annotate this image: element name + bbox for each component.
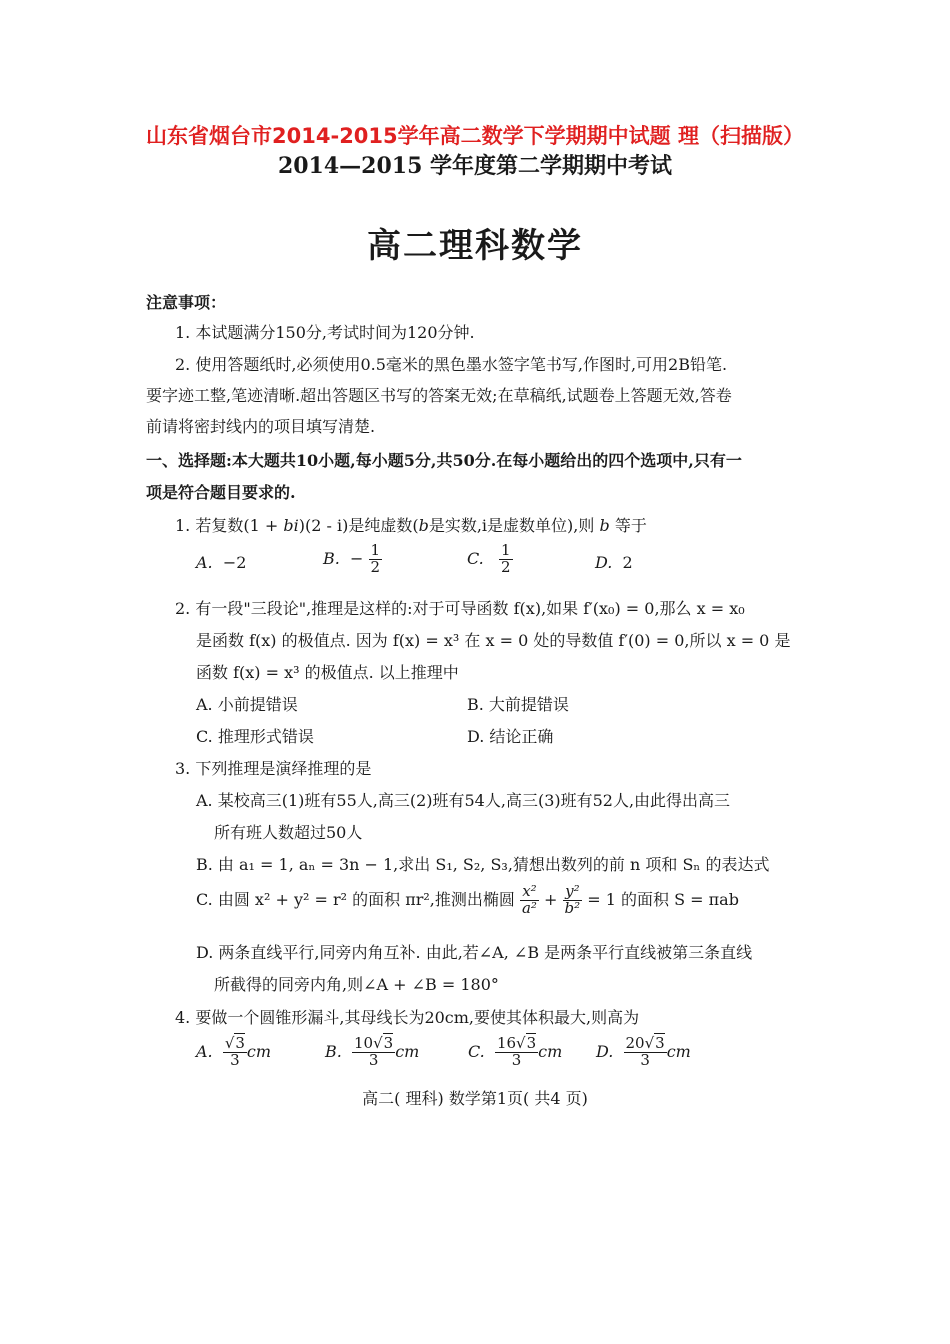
q4-option-b xyxy=(325,1036,419,1069)
note-item-2-line-1: 2. 使用答题纸时,必须使用0.5毫米的黑色墨水签字笔书写,作图时,可用2B铅笔. xyxy=(175,355,728,374)
radicand: 3 xyxy=(526,1034,537,1052)
option-label: B. xyxy=(323,548,340,568)
option-label: D. xyxy=(596,1041,614,1061)
exam-title: 2014—2015 学年度第二学期期中考试 xyxy=(277,153,673,179)
option-value: −2 xyxy=(222,553,247,572)
option-label: C. xyxy=(467,548,484,568)
option-sign: − xyxy=(350,548,364,568)
numerator: 10√3 xyxy=(354,1034,394,1052)
note-item-2-line-2: 要字迹工整,笔迹清晰.超出答题区书写的答案无效;在草稿纸,试题卷上答题无效,答卷 xyxy=(146,386,732,405)
numerator: x² xyxy=(520,884,539,901)
coefficient: 10 xyxy=(354,1034,374,1052)
question-2-line-3: 函数 f(x) = x³ 的极值点. 以上推理中 xyxy=(196,663,459,682)
unit: cm xyxy=(666,1041,691,1061)
option-value: 2 xyxy=(622,553,633,572)
numerator: 16√3 xyxy=(496,1034,537,1052)
q2-option-d: D. 结论正确 xyxy=(467,727,554,746)
section-heading-line-2: 项是符合题目要求的. xyxy=(146,483,296,502)
numerator: 1 xyxy=(370,541,381,559)
q1-part: 是实数,i是虚数单位),则 xyxy=(428,516,595,535)
numerator: 20√3 xyxy=(625,1034,665,1052)
q3-option-c xyxy=(196,884,739,917)
fraction xyxy=(495,1036,538,1069)
question-1-stem xyxy=(175,513,647,536)
denominator: 2 xyxy=(370,557,381,576)
document-source-title: 山东省烟台市2014-2015学年高二数学下学期期中试题 理（扫描版） xyxy=(146,124,804,148)
option-label: C. xyxy=(468,1041,485,1061)
q3c-part: = 1 的面积 S = πab xyxy=(587,889,739,909)
note-item-2-line-3: 前请将密封线内的项目填写清楚. xyxy=(146,417,376,436)
option-label: A. xyxy=(196,1041,213,1061)
option-label: B. xyxy=(325,1041,342,1061)
fraction xyxy=(369,543,383,576)
q1-part: 等于 xyxy=(614,516,647,535)
numerator: y² xyxy=(563,884,583,901)
q1-part: )(2 - i)是纯虚数( xyxy=(298,516,419,535)
q1-part: b xyxy=(418,516,429,535)
fraction xyxy=(520,884,539,917)
q3-option-a-line-1: A. 某校高三(1)班有55人,高三(2)班有54人,高三(3)班有52人,由此得出高三 xyxy=(196,791,731,810)
coefficient: 20 xyxy=(625,1034,645,1052)
subject-title: 高二理科数学 xyxy=(367,226,583,266)
denominator: b² xyxy=(564,898,581,917)
q4-option-c xyxy=(468,1036,562,1069)
notes-heading: 注意事项： xyxy=(146,293,227,312)
unit: cm xyxy=(395,1041,420,1061)
option-label: D. xyxy=(595,553,613,572)
q4-option-d xyxy=(596,1036,691,1069)
question-3-stem: 3. 下列推理是演绎推理的是 xyxy=(175,759,372,778)
denominator: 3 xyxy=(368,1050,379,1069)
plus-sign: + xyxy=(544,889,558,909)
q4-option-a xyxy=(196,1036,271,1069)
section-heading-line-1: 一、选择题:本大题共10小题,每小题5分,共50分.在每小题给出的四个选项中,只有一 xyxy=(146,451,742,470)
q3-option-b: B. 由 a₁ = 1, aₙ = 3n − 1,求出 S₁, S₂, S₃,猜想出数列的前 n 项和 Sₙ 的表达式 xyxy=(196,855,770,874)
q1-option-c xyxy=(467,543,513,576)
fraction xyxy=(223,1036,247,1069)
q1-part: bi xyxy=(283,516,299,535)
fraction xyxy=(499,543,513,576)
q1-part: 1. 若复数(1 + xyxy=(175,516,284,535)
q3-option-d-line-1: D. 两条直线平行,同旁内角互补. 由此,若∠A, ∠B 是两条平行直线被第三条直线 xyxy=(196,943,753,962)
denominator: 3 xyxy=(511,1050,522,1069)
unit: cm xyxy=(538,1041,563,1061)
question-4-stem: 4. 要做一个圆锥形漏斗,其母线长为20cm,要使其体积最大,则高为 xyxy=(175,1008,640,1027)
fraction xyxy=(352,1036,395,1069)
radicand: 3 xyxy=(383,1034,394,1052)
q3-option-d-line-2: 所截得的同旁内角,则∠A + ∠B = 180° xyxy=(214,975,499,994)
numerator: 1 xyxy=(501,541,511,559)
option-label: A. xyxy=(196,553,213,572)
question-2-line-1: 2. 有一段"三段论",推理是这样的:对于可导函数 f(x),如果 f′(x₀) = 0,那么 x = x₀ xyxy=(175,599,745,618)
fraction xyxy=(624,1036,667,1069)
q1-part: b xyxy=(599,516,610,535)
q3-option-a-line-2: 所有班人数超过50人 xyxy=(214,823,363,842)
fraction xyxy=(563,884,583,917)
q3c-part: C. 由圆 x² + y² = r² 的面积 πr²,推测出椭圆 xyxy=(196,889,515,909)
question-2-line-2: 是函数 f(x) 的极值点. 因为 f(x) = x³ 在 x = 0 处的导数值 f′(0) = 0,所以 x = 0 是 xyxy=(196,631,791,650)
page-footer: 高二( 理科) 数学第1页( 共4 页) xyxy=(362,1089,588,1108)
q2-option-a: A. 小前提错误 xyxy=(196,695,298,714)
unit: cm xyxy=(246,1041,272,1061)
q1-option-b xyxy=(323,543,382,576)
q1-option-d xyxy=(595,553,633,572)
denominator: 3 xyxy=(230,1050,240,1069)
denominator: a² xyxy=(521,898,537,917)
note-item-1: 1. 本试题满分150分,考试时间为120分钟. xyxy=(175,323,475,342)
q2-option-c: C. 推理形式错误 xyxy=(196,727,314,746)
q1-option-a xyxy=(196,553,246,572)
q2-option-b: B. 大前提错误 xyxy=(467,695,569,714)
radicand: 3 xyxy=(235,1034,245,1052)
numerator: √3 xyxy=(224,1034,245,1052)
radicand: 3 xyxy=(655,1034,665,1052)
denominator: 2 xyxy=(501,557,511,576)
denominator: 3 xyxy=(640,1050,650,1069)
coefficient: 16 xyxy=(496,1034,517,1052)
